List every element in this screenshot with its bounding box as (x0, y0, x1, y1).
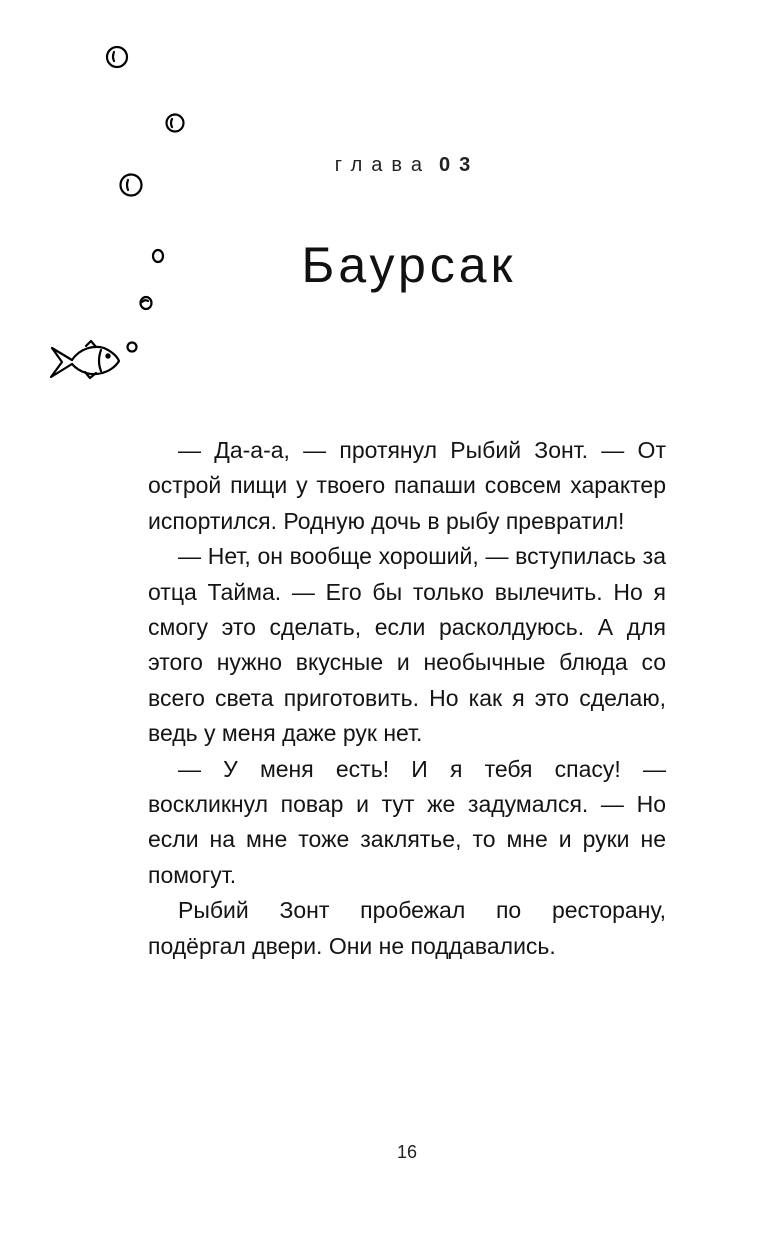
fish-icon (51, 341, 119, 378)
bubble-icon (167, 115, 184, 132)
paragraph: Рыбий Зонт пробежал по ресторану, подёргал двери. Они не поддавались. (148, 897, 666, 959)
bubble-icon (128, 343, 137, 352)
chapter-label-word: глава (334, 154, 431, 176)
chapter-body (148, 433, 666, 964)
paragraph: — Да-а-а, — протянул Рыбий Зонт. — От острой пищи у твоего папаши совсем характер испортился. Родную дочь в рыбу превратил! (148, 437, 666, 534)
bubble-icon (141, 297, 152, 309)
bubble-icon (107, 47, 127, 67)
fish-bubbles-illustration (0, 0, 220, 400)
chapter-label (0, 154, 768, 177)
bubble-icon (121, 175, 142, 196)
paragraph: — Нет, он вообще хороший, — вступилась за отца Тайма. — Его бы только вылечить. Но я смогу это сделать, если расколдуюсь. А для этого нужно вкусные и необычные блюда со всего света приготовить. Но как я это сделаю, ведь у меня даже рук нет. (148, 543, 666, 747)
chapter-title: Баурсак (301, 237, 517, 293)
chapter-number: 03 (438, 154, 480, 176)
paragraph: — У меня есть! И я тебя спасу! — воскликнул повар и тут же задумался. — Но если на мне тоже заклятье, то мне и руки не помогут. (148, 755, 666, 888)
page-number: 16 (396, 1142, 418, 1162)
